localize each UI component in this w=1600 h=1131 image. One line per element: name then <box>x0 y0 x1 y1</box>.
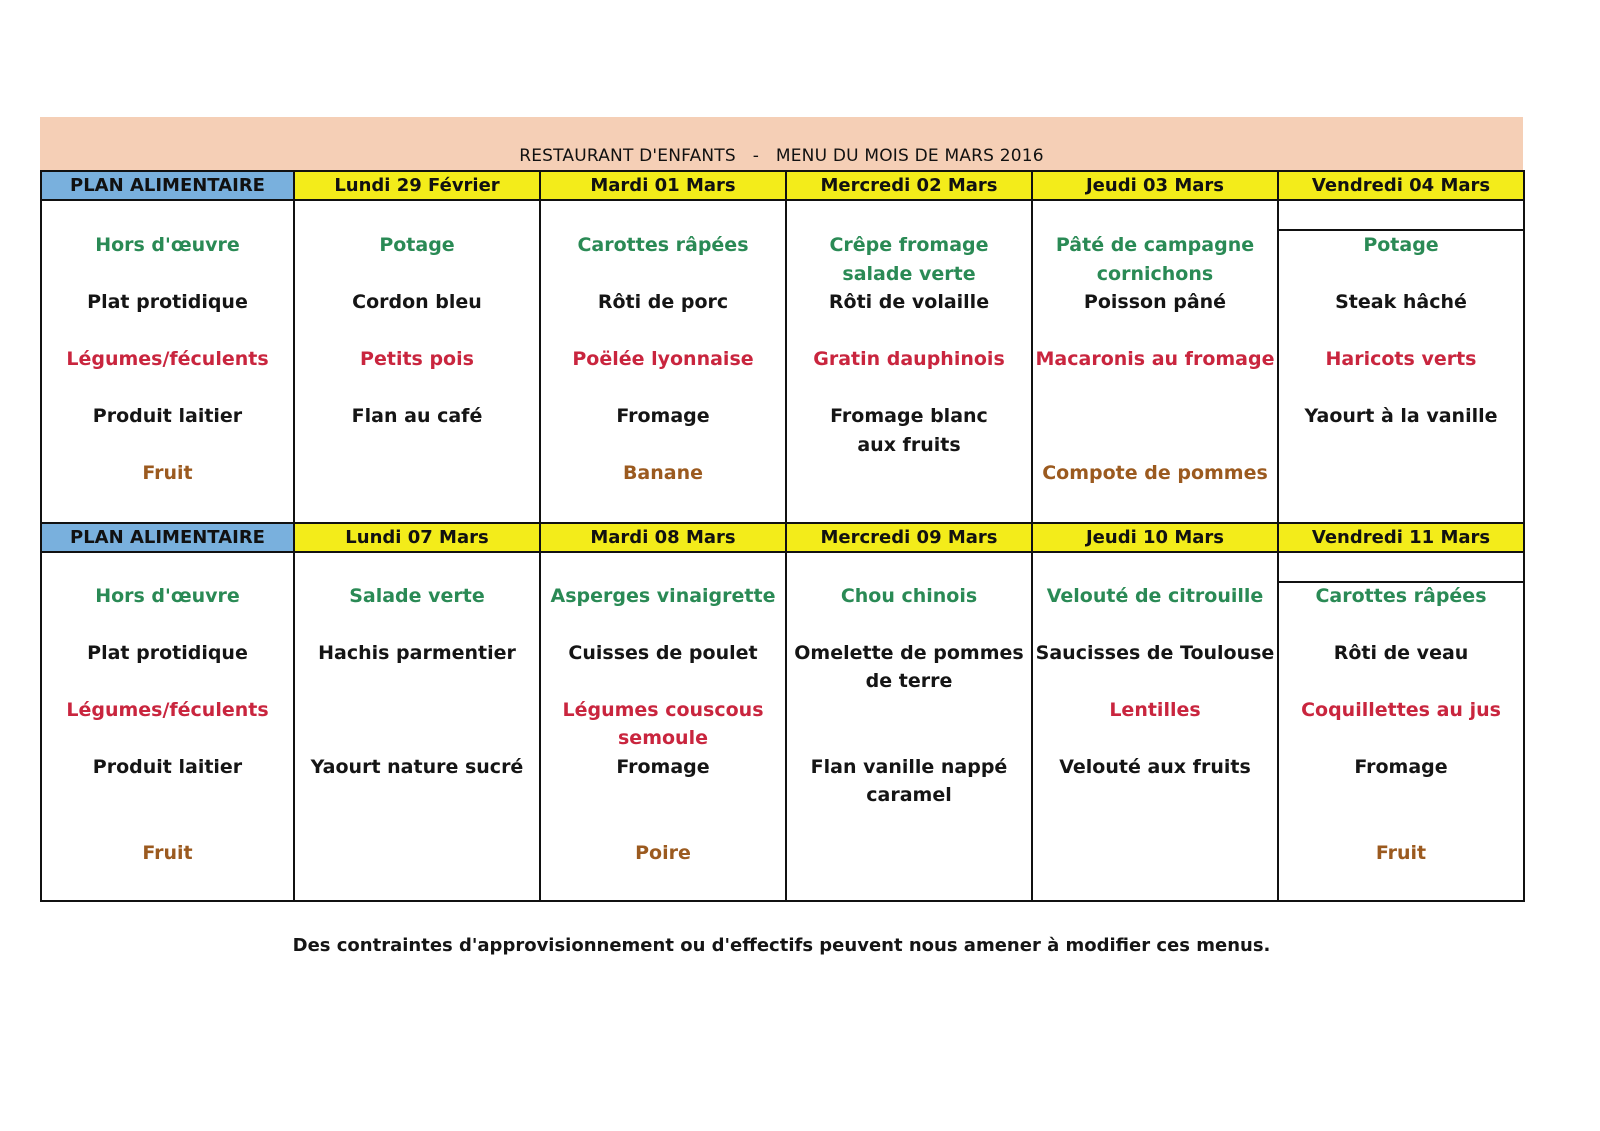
day-header: Vendredi 11 Mars <box>1278 523 1524 552</box>
friday-strip <box>1279 553 1523 583</box>
plan-item-dairy: Produit laitier <box>92 756 243 778</box>
menu-main: Rôti de veau <box>1333 642 1469 664</box>
menu-side: Lentilles <box>1109 699 1201 721</box>
day-menu-cell <box>294 200 540 523</box>
day-header: Mercredi 02 Mars <box>786 171 1032 200</box>
plan-item-main: Plat protidique <box>87 291 248 313</box>
plan-item-starter: Hors d'œuvre <box>95 585 240 607</box>
menu-main: Saucisses de Toulouse <box>1035 642 1275 664</box>
menu-dairy: Fromage <box>1354 756 1448 778</box>
plan-item-side: Légumes/féculents <box>66 699 269 721</box>
menu-dairy: Yaourt nature sucré <box>310 756 524 778</box>
day-menu-cell <box>1032 200 1278 523</box>
plan-item-fruit: Fruit <box>142 462 193 484</box>
menu-fruit: Poire <box>635 842 691 864</box>
day-menu-cell <box>1032 552 1278 901</box>
day-header: Lundi 07 Mars <box>294 523 540 552</box>
menu-fruit: Compote de pommes <box>1042 462 1268 484</box>
footer-note: Des contraintes d'approvisionnement ou d'effectifs peuvent nous amener à modifier ces menus. <box>292 935 1271 956</box>
menu-main: Steak hâché <box>1335 291 1467 313</box>
week-2-menu-row <box>41 552 1524 901</box>
menu-side: Macaronis au fromage <box>1035 348 1275 370</box>
menu-starter-line2: cornichons <box>1096 263 1214 285</box>
menu-side: Gratin dauphinois <box>813 348 1005 370</box>
menu-dairy-line2: aux fruits <box>857 434 961 456</box>
day-header: Mardi 01 Mars <box>540 171 786 200</box>
menu-main: Hachis parmentier <box>318 642 516 664</box>
menu-starter: Carottes râpées <box>577 234 749 256</box>
menu-main: Cuisses de poulet <box>568 642 758 664</box>
plan-item-fruit: Fruit <box>142 842 193 864</box>
day-menu-cell <box>540 552 786 901</box>
menu-dairy: Fromage <box>616 756 710 778</box>
menu-starter: Chou chinois <box>840 585 978 607</box>
day-menu-cell <box>1278 200 1524 523</box>
menu-starter-line2: salade verte <box>842 263 976 285</box>
day-menu-cell <box>294 552 540 901</box>
plan-item-starter: Hors d'œuvre <box>95 234 240 256</box>
plan-cell <box>41 200 294 523</box>
day-header: Lundi 29 Février <box>294 171 540 200</box>
day-menu-cell <box>786 552 1032 901</box>
menu-starter: Asperges vinaigrette <box>550 585 776 607</box>
plan-item-dairy: Produit laitier <box>92 405 243 427</box>
day-header: Jeudi 03 Mars <box>1032 171 1278 200</box>
week-2 <box>41 523 1524 901</box>
menu-dairy: Flan au café <box>351 405 483 427</box>
day-header: Mercredi 09 Mars <box>786 523 1032 552</box>
day-header: Jeudi 10 Mars <box>1032 523 1278 552</box>
plan-item-side: Légumes/féculents <box>66 348 269 370</box>
menu-dairy-line2: caramel <box>866 784 952 806</box>
menu-main: Rôti de volaille <box>828 291 990 313</box>
plan-cell <box>41 552 294 901</box>
menu-fruit: Fruit <box>1375 842 1427 864</box>
week-1-header-row <box>41 171 1524 200</box>
menu-starter: Potage <box>1363 234 1439 256</box>
menu-starter: Potage <box>379 234 455 256</box>
menu-starter: Salade verte <box>349 585 485 607</box>
menu-side: Coquillettes au jus <box>1301 699 1501 721</box>
menu-dairy: Fromage <box>616 405 710 427</box>
page-title: RESTAURANT D'ENFANTS - MENU DU MOIS DE MARS 2016 <box>519 146 1044 166</box>
day-header: Mardi 08 Mars <box>540 523 786 552</box>
menu-starter: Pâté de campagne <box>1055 234 1255 256</box>
friday-strip <box>1279 201 1523 231</box>
menu-main: Omelette de pommes <box>794 642 1024 664</box>
menu-side: Légumes couscous <box>562 699 764 721</box>
day-menu-cell <box>786 200 1032 523</box>
menu-starter: Crêpe fromage <box>829 234 989 256</box>
menu-fruit: Banane <box>622 462 704 484</box>
menu-table <box>40 170 1525 902</box>
week-1 <box>41 171 1524 523</box>
menu-dairy: Velouté aux fruits <box>1059 756 1251 778</box>
menu-side: Haricots verts <box>1325 348 1477 370</box>
week-1-menu-row <box>41 200 1524 523</box>
menu-side-line2: semoule <box>618 727 708 749</box>
week-2-header-row <box>41 523 1524 552</box>
menu-dairy: Flan vanille nappé <box>810 756 1008 778</box>
plan-header: PLAN ALIMENTAIRE <box>41 523 294 552</box>
day-menu-cell <box>1278 552 1524 901</box>
menu-main-line2: de terre <box>865 670 953 692</box>
menu-side: Poëlée lyonnaise <box>572 348 754 370</box>
menu-side: Petits pois <box>360 348 474 370</box>
menu-dairy: Fromage blanc <box>830 405 988 427</box>
plan-header: PLAN ALIMENTAIRE <box>41 171 294 200</box>
plan-item-main: Plat protidique <box>87 642 248 664</box>
menu-starter: Velouté de citrouille <box>1046 585 1264 607</box>
menu-main: Poisson pâné <box>1083 291 1227 313</box>
menu-main: Cordon bleu <box>352 291 482 313</box>
day-menu-cell <box>540 200 786 523</box>
menu-dairy: Yaourt à la vanille <box>1304 405 1498 427</box>
day-header: Vendredi 04 Mars <box>1278 171 1524 200</box>
menu-starter: Carottes râpées <box>1315 585 1487 607</box>
menu-main: Rôti de porc <box>597 291 729 313</box>
